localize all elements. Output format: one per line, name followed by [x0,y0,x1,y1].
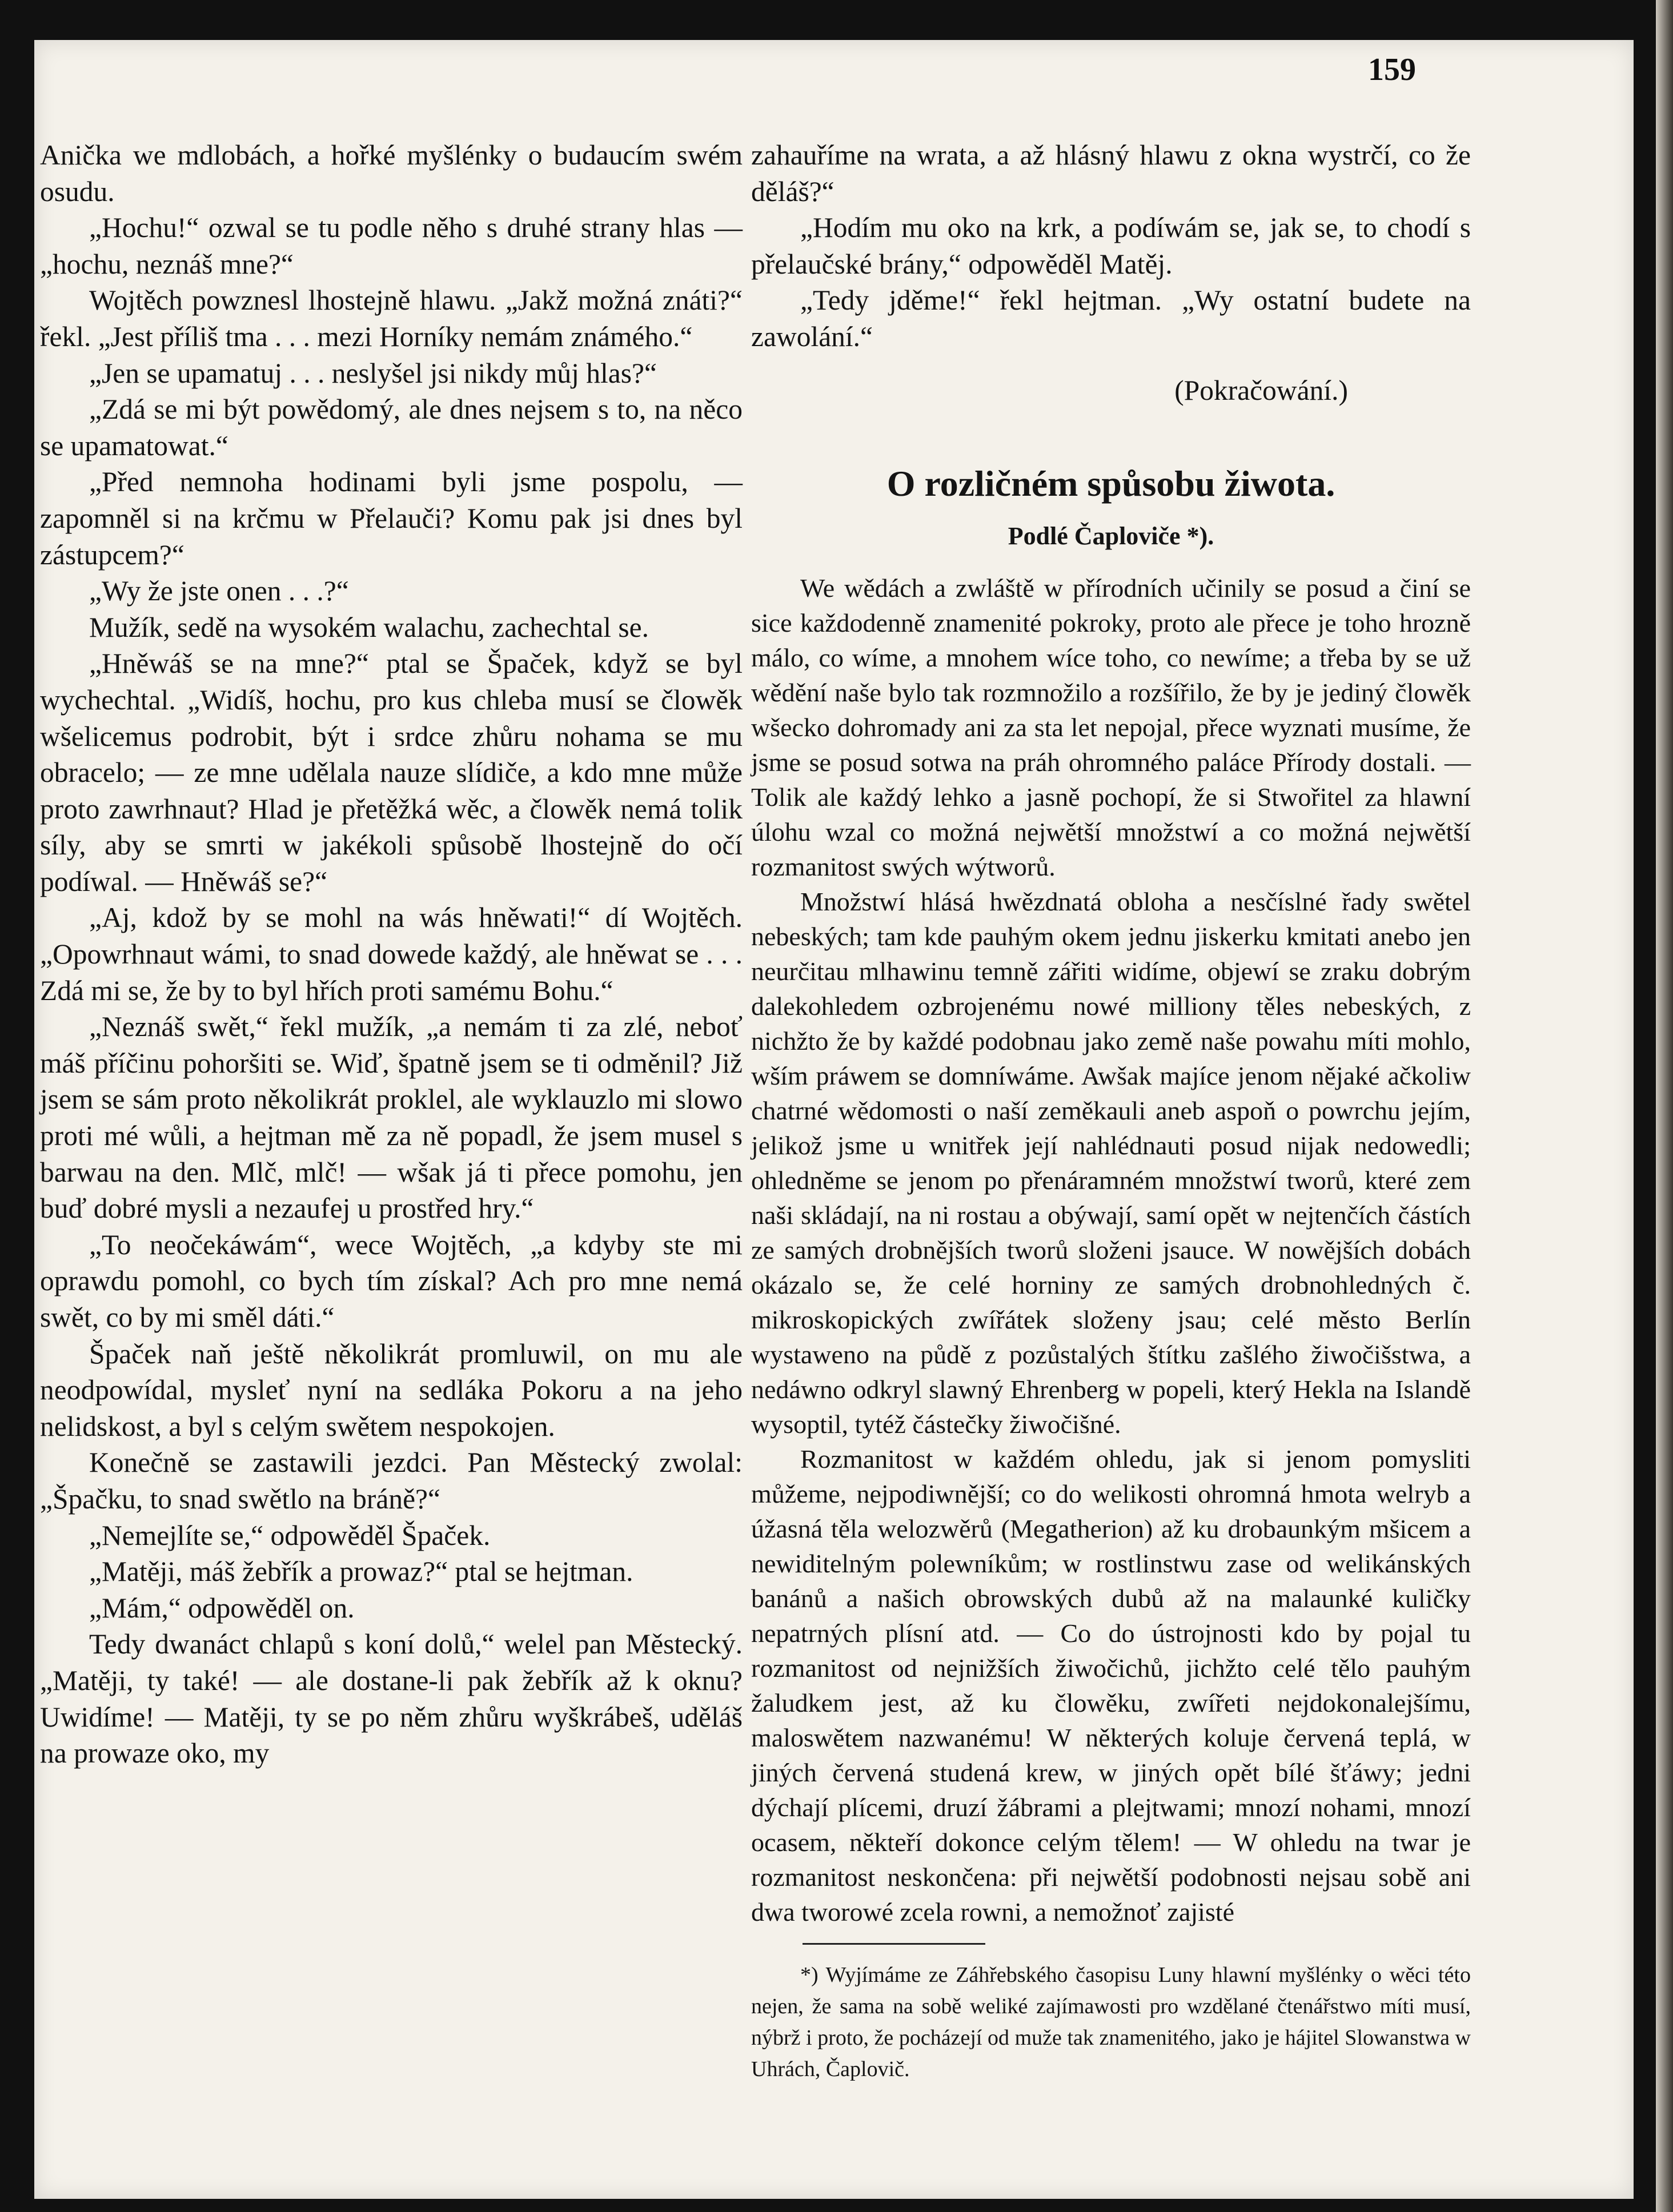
paragraph: Mužík, sedě na wysokém walachu, zachechtal se. [89,611,649,643]
footnote-rule [803,1943,985,1945]
paragraph: „Před nemnoha hodinami byli jsme pospolu, — zapomněl si na krčmu w Přelauči? Komu pak jsi dnes byl zástupcem?“ [40,466,743,571]
right-column [751,137,1471,2085]
paragraph: „Nemejlíte se,“ odpowěděl Špaček. [89,1519,491,1551]
paragraph: „To neočekáwám“, wece Wojtěch, „a kdyby ste mi oprawdu pomohl, co bych tím získal? Ach pro mne nemá swět, co by mi směl dáti.“ [40,1229,743,1333]
paragraph: „Mám,“ odpowěděl on. [89,1592,355,1624]
paragraph: zahauříme na wrata, a až hlásný hlawu z okna wystrčí, co že děláš?“ [751,139,1471,207]
paragraph: „Neznáš swět,“ řekl mužík, „a nemám ti za zlé, neboť máš příčinu pohoršiti se. Wiď, špatně jsem se ti odměnil? Již jsem se sám proto několikrát proklel, ale wyklauzlo mi slowo proti mé wůli, a hejtman mě za ně popadl, že jsem musel s barwau na den. Mlč, mlč! — wšak já ti přece pomohu, jen buď dobré mysli a nezaufej u prostřed hry.“ [40,1011,743,1225]
footnote-text: *) Wyjímáme ze Záhřebského časopisu Luny hlawní myšlénky o wěci této nejen, že sama na sobě weliké zajímawosti pro wzdělané čtenářstwo míti musí, nýbrž i proto, že pocházejí od muže tak znamenitého, jako je hájitel Slowanstwa w Uhrách, Čaplovič. [751,1963,1471,2082]
paragraph: „Matěji, máš žebřík a prowaz?“ ptal se hejtman. [89,1556,633,1588]
paragraph: Špaček naň ještě několikrát promluwil, on mu ale neodpowídal, mysleť nyní na sedláka Pokoru a na jeho nelidskost, a byl s celým swětem nespokojen. [40,1338,743,1442]
continuation-note: (Pokračowání.) [1174,374,1348,406]
article-title: O rozličném spůsobu žiwota. [886,463,1335,504]
paragraph: „Hněwáš se na mne?“ ptal se Špaček, když se byl wychechtal. „Widíš, hochu, pro kus chleba musí se člowěk wšelicemus podrobit, být i srdce zhůru nohama se mu obracelo; — ze mne udělala nauze slídiče, a kdo mne může proto zawrhnaut? Hlad je přetěžká wěc, a člowěk nemá tolik síly, aby se smrti w jakékoli spůsobě lhostejně do očí podíwal. — Hněwáš se?“ [40,648,743,897]
paragraph: „Tedy jděme!“ řekl hejtman. „Wy ostatní budete na zawolání.“ [751,284,1471,352]
paragraph: „Zdá se mi být powědomý, ale dnes nejsem s to, na něco se upamatowat.“ [40,394,743,461]
paragraph: Tedy dwanáct chlapů s koní dolů,“ welel pan Městecký. „Matěji, ty také! — ale dostane-li pak žebřík až k oknu? Uwidíme! — Matěji, ty se po něm zhůru wyškrábeš, uděláš na prowaze oko, my [40,1628,743,1769]
paragraph: Rozmanitost w každém ohledu, jak si jenom pomysliti můžeme, nejpodiwnější; co do welikosti ohromná hmota welryb a úžasná těla welozwěrů (Megatherion) až ku drobaunkým mšicem a newiditelným polewníkům; w rostlinstwu zase od welikánských banánů a našich obrowských dubů až na malaunké kuličky nepatrných plísní atd. — Co do ústrojnosti kdo by pojal tu rozmanitost od nejnižších žiwočichů, jichžto celé tělo pauhým žaludkem jest, až ku člowěku, zwířeti nejdokonalejšímu, maloswětem nazwanému! W některých koluje červená teplá, w jiných červená studená krew, w jiných opět bílé šťáwy; jedni dýchají plícemi, druzí žábrami a plejtwami; mnozí nohami, mnozí ocasem, někteří dokonce celým tělem! — W ohledu na twar je rozmanitost neskončena: při nejwětší podobnosti nejsau sobě ani dwa tworowé zcela rowni, a nemožnoť zajisté [751,1444,1471,1927]
article-subtitle: Podlé Čaploviče *). [1008,522,1214,551]
paragraph: „Jen se upamatuj . . . neslyšel jsi nikdy můj hlas?“ [89,357,657,389]
paragraph: „Wy že jste onen . . .?“ [89,575,349,607]
page-edge-shadow [1656,0,1673,2212]
left-column [40,137,743,1772]
paragraph: Anička we mdlobách, a hořké myšlénky o budaucím swém osudu. [40,139,743,207]
footnote [751,1960,1471,2085]
paragraph: Množstwí hlásá hwězdnatá obloha a nesčíslné řady swětel nebeských; tam kde pauhým okem jednu jiskerku kmitati anebo jen neurčitau mlhawinu temně zářiti widíme, objewí se zraku dobrým dalekohledem ozbrojenému nowé milliony těles nebeských, z nichžto že by každé podobnau jako země naše powahu míti mohlo, wším práwem se domníwáme. Awšak majíce jenom nějaké ačkoliw chatrné wědomosti o naší zeměkauli aneb aspoň o powrchu jejím, jelikož jsme u wnitřek její nahlédnauti posud nijak nedowedli; ohledněme se jenom po přenáramném množstwí tworů, které zem naši skládají, na ni rostau a obýwají, samí opět w nejtenčích částích ze samých drobnějších tworů složeni jsauce. W nowějších dobách okázalo se, že celé horniny ze samých drobnohledných č. mikroskopických zwířátek složeny jsau; celé město Berlín wystaweno na půdě z pozůstalých štítku zašlého žiwočišstwa, a nedáwno odkryl slawný Ehrenberg w popeli, který Hekla na Islandě wysoptil, tytéž částečky žiwočišné. [751,887,1471,1439]
article-body [751,571,1471,1929]
paragraph: „Aj, kdož by se mohl na wás hněwati!“ dí Wojtěch. „Opowrhnaut wámi, to snad dowede každý, ale hněwat se . . . Zdá mi se, že by to byl hřích proti samému Bohu.“ [40,902,743,1006]
paragraph: „Hochu!“ ozwal se tu podle něho s druhé strany hlas — „hochu, neznáš mne?“ [40,212,743,280]
paragraph: We wědách a zwláště w přírodních učinily se posud a činí se sice každodenně znamenité pokroky, proto ale přece je toho hrozně málo, co wíme, a mnohem wíce toho, co newíme; a třeba by se už wědění naše bylo tak rozmnožilo a rozšířilo, že by je jediný člowěk wšecko dohromady ani za sta let nepojal, přece wyznati musíme, že jsme se posud sotwa na práh ohromného paláce Přírody dostali. — Tolik ale každý lehko a jasně pochopí, že si Stwořitel za hlawní úlohu wzal co možná nejwětší množstwí a co možná nejwětší rozmanitost swých wýtworů. [751,573,1471,882]
paragraph: „Hodím mu oko na krk, a podíwám se, jak se, to chodí s přelaučské brány,“ odpowěděl Matěj. [751,212,1471,280]
page-number: 159 [1368,52,1416,87]
paragraph: Wojtěch powznesl lhostejně hlawu. „Jakž možná znáti?“ řekl. „Jest příliš tma . . . mezi Horníky nemám známého.“ [40,284,743,352]
paragraph: Konečně se zastawili jezdci. Pan Městecký zwolal: „Špačku, to snad swětlo na bráně?“ [40,1447,743,1515]
